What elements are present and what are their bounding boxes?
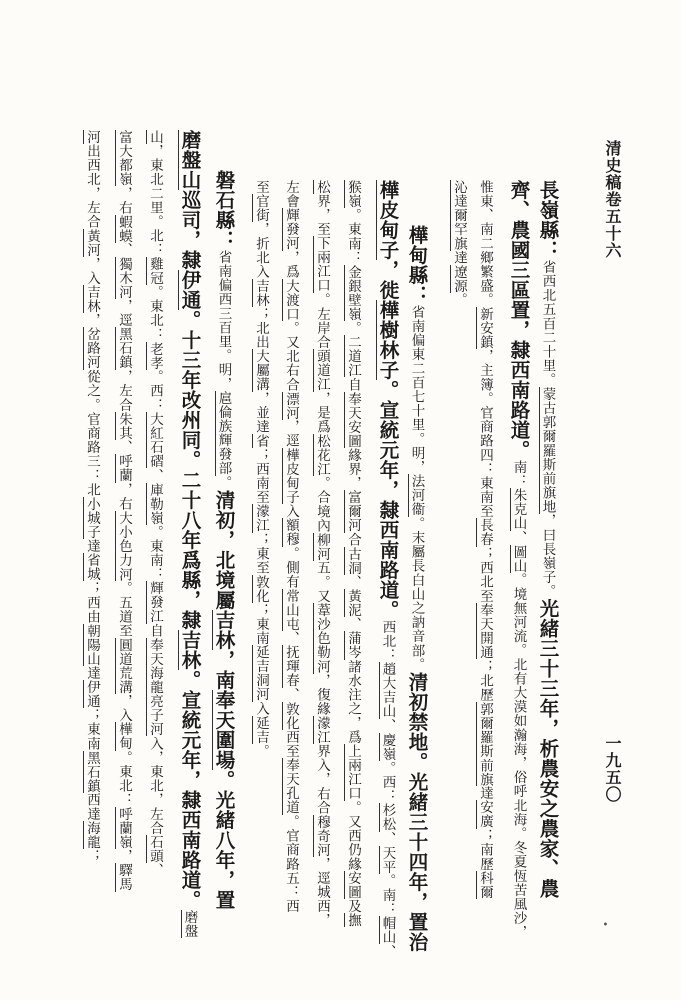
proper-noun: 額穆 (283, 518, 299, 547)
proper-noun: 樺甸 (116, 722, 132, 751)
proper-noun: 伊通 (84, 680, 100, 709)
proper-noun: 松花江 (314, 433, 330, 477)
text-segment: 。左岸合 (314, 292, 330, 350)
proper-noun: 柳河 (314, 532, 330, 561)
proper-noun: 黑石鎮 (116, 327, 132, 370)
text-column (314, 180, 330, 927)
text-segment: 。十三年改州同。二十八年爲縣，隸 (178, 310, 202, 630)
text-column (283, 180, 299, 913)
text-segment: 自 (147, 623, 163, 638)
proper-noun: 安圖 (345, 871, 361, 900)
proper-noun: 海龍 (84, 821, 100, 850)
text-segment: 、 (283, 631, 299, 646)
proper-noun: 大紅石磖 (147, 412, 163, 469)
proper-noun: 輝發江 (147, 581, 163, 624)
text-segment: 磐石縣： (212, 170, 236, 250)
text-segment: ，左合 (116, 369, 132, 413)
text-segment: 。末屬長白山之訥音部。 (408, 516, 425, 672)
proper-noun: 奉天圍場 (212, 689, 236, 770)
text-segment: 省西北五百二十里。 (539, 260, 556, 387)
text-segment: ，逕 (314, 856, 330, 886)
text-segment: ，是爲 (314, 391, 330, 434)
proper-noun: 奉天開通 (477, 603, 493, 660)
proper-noun: 撫 (345, 913, 361, 928)
proper-noun: 河 (84, 130, 100, 145)
text-segment: 界，至 (314, 194, 330, 237)
text-segment: 長嶺縣： (536, 180, 560, 260)
proper-noun: 古洞 (345, 546, 361, 575)
text-segment: ，徙 (376, 260, 400, 300)
text-segment: 省南偏東二百七十里。明， (408, 305, 425, 475)
proper-noun: 常山屯 (283, 588, 299, 632)
text-column (84, 130, 100, 863)
text-segment: 從之。 (84, 369, 100, 413)
proper-noun: 新安鎮 (477, 306, 493, 350)
proper-noun: 吉林 (84, 285, 100, 314)
text-segment: 。合境內 (314, 476, 330, 533)
text-segment: 光緒三十三年，析農安之農家、農 (536, 598, 560, 899)
proper-noun: 山 (147, 130, 163, 145)
text-segment: 。西： (147, 369, 163, 413)
text-segment: ，逕 (283, 419, 299, 448)
proper-noun: 省城 (84, 553, 100, 582)
text-segment: 合 (345, 532, 361, 547)
text-segment: ； (84, 849, 100, 864)
text-segment: ，入 (116, 694, 132, 723)
proper-noun: 漂河 (283, 391, 299, 420)
text-segment: 左會 (283, 180, 299, 209)
proper-noun: 帽山 (379, 916, 396, 945)
text-column (180, 130, 200, 938)
proper-noun: 庫勒嶺 (147, 482, 163, 525)
text-segment: 官商路三：北 (84, 412, 100, 497)
text-segment: 達 (477, 786, 493, 801)
proper-noun: 濛江 (253, 504, 269, 533)
proper-noun: 蒙古郭爾羅斯前旗地 (539, 386, 556, 514)
text-segment: 。東南： (147, 524, 163, 582)
proper-noun: 抚琿春 (283, 645, 299, 688)
text-segment: 。 (215, 475, 232, 490)
text-column (407, 225, 427, 952)
text-segment: 、 (345, 617, 361, 632)
proper-noun: 大小色力河 (116, 510, 132, 582)
proper-noun: 杉松 (379, 803, 396, 832)
text-segment: ；北歷 (477, 659, 493, 702)
text-segment: 。又西仍緣 (345, 800, 361, 872)
text-segment: 、 (147, 468, 163, 483)
text-segment: 清初，北境屬 (212, 489, 236, 610)
proper-noun: 伊通 (178, 270, 202, 310)
text-segment: 齊、農國三區置，隸西南路道。 (507, 180, 531, 460)
text-segment: 惟東、南二鄉繁盛。 (477, 180, 493, 307)
text-column (509, 180, 529, 939)
text-segment: ，南 (212, 649, 236, 690)
text-segment: 、 (345, 574, 361, 589)
proper-noun: 圓道荒溝 (116, 637, 132, 695)
text-segment: 達 (84, 665, 100, 681)
text-segment: 樺甸縣： (405, 225, 429, 305)
text-segment: ，曰長嶺子。 (539, 513, 556, 599)
proper-noun: 省 (253, 433, 269, 448)
text-segment: 西北： (379, 620, 396, 663)
proper-noun: 金銀壁嶺 (345, 264, 361, 322)
proper-noun: 雞冠 (147, 256, 163, 286)
proper-noun: 猴嶺 (345, 180, 361, 209)
text-segment: 。東北： (116, 750, 132, 807)
proper-noun: 黑石鎮 (84, 750, 100, 793)
text-segment: 。宣統元年，隸西南路道。 (376, 380, 400, 620)
proper-noun: 葦沙色勒河 (314, 603, 330, 674)
proper-noun: 吉林 (253, 278, 269, 307)
proper-noun: 磨盤 (181, 910, 198, 939)
proper-noun: 呼蘭 (116, 454, 132, 483)
text-segment: 西達 (84, 792, 100, 822)
proper-noun: 郭爾羅斯前旗 (477, 701, 493, 787)
proper-noun: 蒲岑 (345, 631, 361, 660)
text-segment: 。 (451, 292, 467, 307)
text-segment: 入 (283, 504, 299, 519)
proper-noun: 敦化 (283, 701, 299, 731)
text-segment: 入 (253, 701, 269, 716)
text-segment: 至 (253, 180, 269, 195)
proper-noun: 官街 (253, 194, 269, 223)
proper-noun: 樺皮甸子 (283, 447, 299, 505)
proper-noun: 長春 (477, 518, 493, 547)
text-segment: 。 (345, 321, 361, 336)
text-segment: 、 (379, 944, 396, 959)
text-segment: ，折北入 (253, 222, 269, 279)
proper-noun: 輝發部 (215, 433, 232, 476)
text-segment: 南： (510, 460, 527, 489)
text-segment: 城 (314, 885, 330, 900)
text-segment: 西， (314, 899, 330, 928)
proper-noun: 石頭 (147, 835, 163, 864)
margin-mark: • (600, 920, 611, 931)
text-segment: 。 (116, 581, 132, 596)
text-segment: 。 (283, 546, 299, 561)
text-segment: 、 (116, 440, 132, 455)
text-column (378, 180, 398, 958)
text-segment: ；東至 (253, 532, 269, 575)
text-segment: 省南偏西三百里。明， (215, 250, 232, 391)
proper-noun: 法河衞 (408, 474, 425, 517)
proper-noun: 富爾河 (345, 490, 361, 533)
proper-noun: 朝陽山 (84, 623, 100, 666)
proper-noun: 黃河 (84, 228, 100, 257)
text-column (147, 130, 163, 877)
text-segment: ， (84, 313, 100, 328)
proper-noun: 奉天孔道 (283, 758, 299, 815)
text-segment: ，並達 (253, 391, 269, 434)
text-column (451, 180, 467, 307)
text-segment: 、 (116, 242, 132, 257)
proper-noun: 驛馬 (116, 863, 132, 892)
page-number: 一九五〇 (603, 735, 622, 803)
text-segment: 緣界， (345, 447, 361, 491)
proper-noun: 小城子 (84, 496, 100, 539)
text-segment: 。又北右合 (283, 321, 299, 392)
text-column (116, 130, 132, 892)
proper-noun: 磨盤山 (178, 130, 202, 190)
text-segment: 及 (345, 899, 361, 914)
text-segment: 、 (147, 863, 163, 878)
proper-noun: 亮子河 (147, 694, 163, 737)
text-segment: ；西北至 (477, 546, 493, 604)
text-segment: 諸水注之，爲 (345, 659, 361, 745)
text-segment: 、 (510, 530, 527, 545)
proper-noun: 朱克山 (510, 488, 527, 531)
text-segment: 。宣統元年，隸西南路道。 (178, 670, 202, 910)
text-column (253, 180, 269, 758)
proper-noun: 延吉洞河 (253, 645, 269, 702)
text-segment: 西至 (283, 730, 299, 759)
proper-noun: 濛江 (314, 715, 330, 745)
text-segment: 。南： (379, 873, 396, 917)
proper-noun: 輝發河 (283, 208, 299, 251)
text-segment: 。西： (379, 761, 396, 804)
text-segment: ，復緣 (314, 673, 330, 716)
proper-noun: 朱其 (116, 412, 132, 441)
proper-noun: 獨木河 (116, 256, 132, 300)
proper-noun: 呼蘭嶺 (116, 806, 132, 850)
text-segment: 。官商路五：西 (283, 814, 299, 914)
text-segment: 、 (379, 718, 396, 733)
proper-noun: 松 (314, 180, 330, 195)
text-segment: ；西南至 (253, 447, 269, 505)
proper-noun: 天平 (379, 845, 396, 874)
text-segment: ，右 (116, 482, 132, 511)
proper-noun: 大屬溝 (253, 349, 269, 392)
text-segment: ；西由 (84, 581, 100, 624)
proper-noun: 吉林 (178, 630, 202, 670)
text-segment: ，逕 (116, 299, 132, 328)
proper-noun: 樺樹林子 (376, 300, 400, 380)
proper-noun: 蝦蟆 (116, 214, 132, 243)
proper-noun: 二道江 (345, 335, 361, 378)
proper-noun: 穆奇河 (314, 814, 330, 857)
text-segment: 出西北，左合 (84, 144, 100, 229)
text-segment: ，東北二里。北： (147, 144, 163, 257)
proper-noun: 圖山 (510, 544, 527, 573)
running-header-title: 清史稿卷五十六 (603, 140, 622, 259)
text-column (477, 180, 493, 899)
proper-noun: 慶嶺 (379, 732, 396, 762)
proper-noun: 趙大吉山 (379, 662, 396, 719)
proper-noun: 奉天安圖 (345, 391, 361, 448)
proper-noun: 遼源 (451, 264, 467, 293)
proper-noun: 扈倫族 (215, 391, 232, 434)
proper-noun: 安廣 (477, 800, 493, 829)
proper-noun: 延吉 (253, 715, 269, 745)
proper-noun: 沁達爾罕旗 (451, 180, 467, 251)
text-segment: ；南歷 (477, 828, 493, 871)
proper-noun: 吉林 (212, 609, 236, 650)
text-segment: 、 (283, 687, 299, 702)
proper-noun: 頭道江 (314, 349, 330, 392)
proper-noun: 科爾 (477, 870, 493, 900)
proper-noun: 黃泥 (345, 589, 361, 618)
text-segment: ， (116, 849, 132, 864)
text-segment: ，右 (116, 186, 132, 215)
text-column (538, 180, 558, 898)
text-segment: ；北出 (253, 306, 269, 350)
text-segment: 。境無河流。北有大漠如瀚海，俗呼北海。冬夏恆苦風沙， (510, 572, 527, 940)
proper-noun: 老孝 (147, 341, 163, 370)
text-segment: 。光緒八年，置 (212, 769, 236, 910)
proper-noun: 上兩江口 (345, 744, 361, 801)
text-segment: 自 (345, 377, 361, 392)
text-segment: 清初禁地。光緒三十四年，置治 (405, 671, 429, 952)
proper-noun: 岔路河 (84, 327, 100, 370)
proper-noun: 大渡口 (283, 278, 299, 322)
text-segment: 五道至 (116, 595, 132, 638)
text-segment: 巡司，隸 (178, 190, 202, 270)
proper-noun: 敦化 (253, 574, 269, 604)
proper-noun: 下兩江口 (314, 236, 330, 293)
text-column (214, 170, 234, 910)
text-segment: 界入，右合 (314, 744, 330, 815)
text-segment: ，主簿。官商路四：東南至 (477, 349, 493, 519)
text-segment: 入，東北，左合 (147, 736, 163, 836)
text-segment: 、 (379, 831, 396, 846)
text-segment: 五。又 (314, 560, 330, 604)
text-segment: 。東南： (345, 208, 361, 265)
text-segment: ，爲 (283, 250, 299, 279)
proper-noun: 樺皮甸子 (376, 180, 400, 260)
text-segment: 達 (84, 538, 100, 554)
text-segment: ，入 (84, 256, 100, 286)
proper-noun: 奉天海龍 (147, 637, 163, 695)
text-segment: 。東北： (147, 285, 163, 342)
text-column (345, 180, 361, 927)
text-segment: 。 (253, 744, 269, 759)
text-segment: 達 (451, 250, 467, 265)
text-segment: ；東南 (84, 708, 100, 751)
text-segment: ；東南 (253, 603, 269, 646)
text-segment: 側有 (283, 560, 299, 589)
proper-noun: 富大都嶺 (116, 130, 132, 187)
